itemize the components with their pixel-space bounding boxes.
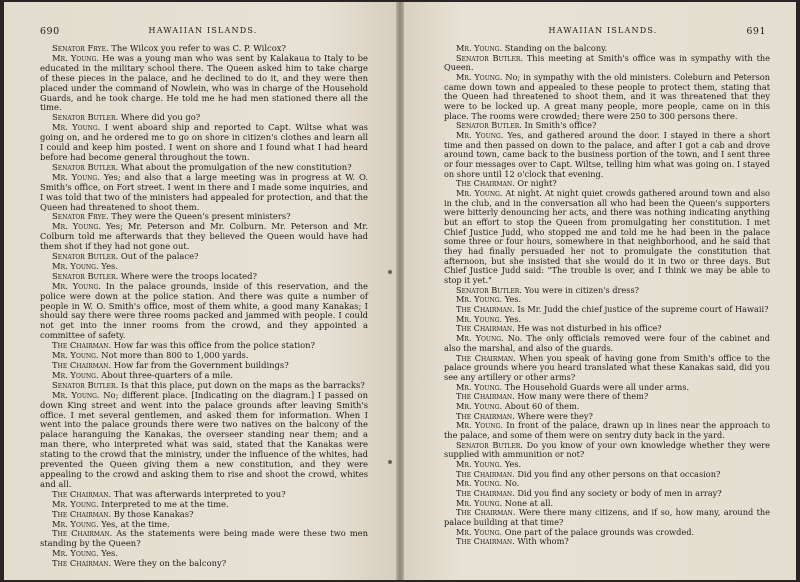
speaker-name: Senator Butler.: [456, 284, 522, 295]
speaker-name: Senator Butler.: [456, 120, 522, 131]
speaker-name: Mr. Young.: [52, 122, 101, 133]
testimony-paragraph: [40, 173, 368, 213]
speech-text: Yes.: [98, 548, 119, 559]
testimony-paragraph: [444, 441, 770, 460]
speaker-name: The Chairman.: [456, 468, 515, 479]
speaker-name: Mr. Young.: [52, 171, 100, 182]
speech-text: That was afterwards interpreted to you?: [111, 488, 286, 499]
testimony-paragraph: [40, 123, 368, 163]
running-head: HAWAIIAN ISLANDS.: [548, 26, 658, 35]
speech-text: Where were the troops located?: [118, 270, 257, 281]
speaker-name: Senator Butler.: [52, 270, 119, 281]
speech-text: In front of the palace, drawn up in lines near the approach to the palace, and some of them were on sentry duty back in the yard.: [444, 420, 770, 440]
speech-text: Were they on the balcony?: [111, 558, 227, 569]
speaker-name: The Chairman.: [52, 558, 112, 569]
speech-text: How far was this office from the police station?: [111, 340, 316, 351]
speaker-name: The Chairman.: [456, 304, 515, 315]
speech-text: One part of the palace grounds was crowded.: [502, 526, 695, 537]
speech-text: Where were they?: [514, 410, 593, 421]
speaker-name: The Chairman.: [52, 508, 112, 519]
speaker-name: The Chairman.: [456, 507, 516, 518]
speech-text: At night. At night quiet crowds gathered around town and also in the club, and in the conversation all who had been the Queen's supporters were bitterly denouncing her acts, and there was nothing indicating anything but an effort to stop the Queen from promulgating her constitution. I met Chief Justice Judd, who stopped me and told me he had been in the palace some three or four hours, somewhere in that neighborhood, and he said that they had finally persuaded her not to promulgate the constitution that afternoon, but she insisted that she would do it in two or three days. But Chief Justice Judd said: "The trouble is over, and I think we may be able to stop it yet.": [444, 188, 770, 286]
speaker-name: The Chairman.: [52, 360, 112, 370]
right-page-body: [444, 44, 770, 547]
speaker-name: The Chairman.: [456, 352, 516, 363]
testimony-paragraph: [444, 334, 770, 353]
running-head: HAWAIIAN ISLANDS.: [148, 26, 258, 35]
speaker-name: Mr. Young.: [52, 280, 101, 291]
speaker-name: Senator Frye.: [52, 211, 109, 222]
speech-text: In the palace grounds, inside of this reservation, and the police were down at the police station. And there was quite a number of people in W. O. Smith's office, most of them white, a good many Kanakas; I should say there were three rooms packed and jammed with people. I could not get into the inner rooms from the crowd, and they appointed a committee of safety.: [40, 280, 368, 341]
speech-text: Yes.: [502, 313, 522, 324]
speech-text: Is Mr. Judd the chief justice of the supreme court of Hawaii?: [514, 304, 769, 315]
speech-text: Yes, and gathered around the door. I stayed in there a short time and then passed on down to the palace, and after I got a cab and drove around town, came back to the business portion of the town, and I sent three or four messages over to Capt. Wiltse, telling him what was going on. I stayed on shore until 12 o'clock that evening.: [444, 130, 770, 179]
speaker-name: Mr. Young.: [456, 43, 503, 53]
speech-text: The Wilcox you refer to was C. P. Wilcox?: [108, 43, 286, 53]
page-number: 690: [40, 26, 60, 37]
speech-text: How far from the Government buildings?: [111, 360, 289, 370]
testimony-paragraph: [40, 559, 368, 569]
speaker-name: The Chairman.: [456, 391, 515, 402]
speaker-name: Mr. Young.: [52, 548, 99, 559]
speaker-name: Mr. Young.: [456, 497, 503, 508]
testimony-paragraph: [444, 131, 770, 179]
testimony-paragraph: [444, 189, 770, 286]
testimony-paragraph: [40, 391, 368, 490]
speech-text: About 60 of them.: [502, 400, 580, 411]
page-number: 691: [746, 26, 766, 37]
speech-text: Yes; and also that a large meeting was in progress at W. O. Smith's office, on Fort street. I went in there and I made some inquiries, and I was told that two of the ministers had appealed for protection, and that the Queen had threatened to shoot them.: [40, 171, 368, 212]
speaker-name: The Chairman.: [456, 178, 515, 189]
binding-hole: [388, 460, 392, 464]
speech-text: With whom?: [514, 536, 569, 547]
speech-text: Yes.: [502, 294, 522, 305]
speaker-name: Senator Butler.: [52, 161, 119, 172]
binding-hole: [388, 270, 392, 274]
speaker-name: Senator Butler.: [456, 52, 524, 63]
speech-text: I went aboard ship and reported to Capt. Wiltse what was going on, and he ordered me to go on shore in citizen's clothes and learn all I could and keep him posted. I went on shore and I found what I had heard before had become general throughout the town.: [40, 122, 368, 162]
speaker-name: Mr. Young.: [456, 381, 503, 392]
testimony-paragraph: [40, 54, 368, 113]
speech-text: Did you find any other persons on that occasion?: [514, 468, 721, 479]
speech-text: Were there many citizens, and if so, how many, around the palace building at that time?: [444, 507, 770, 527]
speaker-name: The Chairman.: [456, 536, 515, 547]
speech-text: By those Kanakas?: [111, 508, 194, 519]
speech-text: He was a young man who was sent by Kalakaua to Italy to be educated in the military school there. The Queen asked him to take charge of these pieces in the palace, and he declined to do it, and they were then placed under the command of Nowlein, who was in charge of the Household Guards, and he took charge. He told me he had men stationed there all the time.: [40, 52, 368, 113]
speaker-name: Senator Butler.: [52, 112, 119, 123]
speech-text: Did you find any society or body of men in array?: [514, 487, 722, 498]
speaker-name: Mr. Young.: [456, 400, 503, 411]
speech-text: Is that this place, put down on the maps as the barracks?: [118, 379, 365, 390]
speech-text: Standing on the balcony.: [502, 43, 608, 53]
speaker-name: The Chairman.: [52, 528, 113, 539]
speech-text: Yes, at the time.: [98, 518, 170, 529]
speech-text: He was not disturbed in his office?: [514, 323, 662, 334]
right-page: [404, 2, 796, 580]
speech-text: No. The only officials removed were four of the cabinet and also the marshal, and also of the guards.: [444, 333, 770, 353]
speech-text: Yes.: [502, 458, 522, 469]
speaker-name: Mr. Young.: [52, 369, 99, 380]
speaker-name: Senator Frye.: [52, 43, 109, 53]
speech-text: Or night?: [514, 178, 557, 189]
book-spread: [4, 2, 796, 580]
speaker-name: Mr. Young.: [52, 52, 100, 63]
speaker-name: Mr. Young.: [52, 498, 99, 509]
speaker-name: Mr. Young.: [456, 294, 503, 305]
speech-text: They were the Queen's present ministers?: [108, 211, 291, 222]
speaker-name: Mr. Young.: [456, 130, 504, 141]
speaker-name: Mr. Young.: [456, 526, 503, 537]
speaker-name: Mr. Young.: [456, 188, 503, 199]
testimony-paragraph: [40, 222, 368, 252]
speech-text: In Smith's office?: [521, 120, 597, 131]
speech-text: How many were there of them?: [514, 391, 649, 402]
speaker-name: Mr. Young.: [456, 333, 504, 344]
speech-text: Where did you go?: [118, 112, 201, 123]
speaker-name: Senator Butler.: [456, 439, 523, 450]
testimony-paragraph: [40, 529, 368, 549]
speech-text: About three-quarters of a mile.: [98, 369, 234, 380]
speaker-name: The Chairman.: [456, 487, 515, 498]
speaker-name: Mr. Young.: [456, 72, 503, 83]
speech-text: Yes; Mr. Peterson and Mr. Colburn. Mr. Peterson and Mr. Colburn told me afterwards that they believed the Queen would have had them shot if they had not gone out.: [40, 221, 368, 252]
left-page: [4, 2, 396, 580]
speaker-name: Mr. Young.: [52, 350, 99, 361]
speech-text: Yes.: [98, 260, 119, 271]
speaker-name: Mr. Young.: [456, 420, 503, 431]
speaker-name: Mr. Young.: [52, 518, 99, 529]
book-gutter: [396, 2, 404, 580]
testimony-paragraph: [444, 421, 770, 440]
speaker-name: The Chairman.: [52, 340, 112, 351]
left-page-body: [40, 44, 368, 569]
speaker-name: Senator Butler.: [52, 251, 119, 262]
speaker-name: Mr. Young.: [52, 389, 100, 400]
speech-text: No; different place. [Indicating on the diagram.] I passed on down King street and went into the palace grounds after leaving Smith's office. I met several gentlemen, and asked them for information. When I went into the palace grounds there were two natives on the balcony of the palace haranguing the Kanakas, the overseer standing near them; and a man there, who interpreted what was said, stated that the Kanakas were stating to the crowd that the ministry, under the influence of the whites, had prevented the Queen giving them a new constitution, and they were appealing to the crowd and asking them to rise and shoot the crowd, whites and all.: [40, 389, 368, 489]
speech-text: No.: [502, 478, 520, 489]
speaker-name: The Chairman.: [456, 410, 515, 421]
testimony-paragraph: [444, 54, 770, 73]
testimony-paragraph: [444, 508, 770, 527]
testimony-paragraph: [444, 537, 770, 547]
speech-text: As the statements were being made were these two men standing by the Queen?: [40, 528, 368, 549]
testimony-paragraph: [40, 282, 368, 341]
speech-text: Not more than 800 to 1,000 yards.: [98, 350, 249, 361]
speech-text: Interpreted to me at the time.: [98, 498, 229, 509]
speech-text: Out of the palace?: [118, 251, 199, 262]
speaker-name: Mr. Young.: [456, 478, 503, 489]
speaker-name: Mr. Young.: [456, 458, 503, 469]
testimony-paragraph: [444, 354, 770, 383]
speaker-name: Mr. Young.: [456, 313, 503, 324]
speech-text: When you speak of having gone from Smith's office to the palace grounds where you heard translated what these Kanakas said, did you see any artillery or other arms?: [444, 352, 770, 382]
left-page-header: [40, 26, 366, 40]
speaker-name: Mr. Young.: [52, 260, 99, 271]
speaker-name: Senator Butler.: [52, 379, 119, 390]
speech-text: None at all.: [502, 497, 554, 508]
speaker-name: The Chairman.: [52, 488, 112, 499]
speech-text: You were in citizen's dress?: [521, 284, 640, 295]
speech-text: This meeting at Smith's office was in sympathy with the Queen.: [444, 52, 770, 73]
speech-text: Do you know of your own knowledge whether they were supplied with ammunition or not?: [444, 439, 770, 460]
speaker-name: Mr. Young.: [52, 221, 101, 232]
speaker-name: The Chairman.: [456, 323, 515, 334]
speech-text: No; in sympathy with the old ministers. Coleburn and Peterson came down town and appealed to these people to protect them, stating that the Queen had threatened to shoot them, and it was threatened that they were to be locked up. A great many people, more people, came on in this place. The rooms were crowded; there were 250 to 300 persons there.: [444, 72, 770, 121]
right-page-header: [440, 26, 766, 40]
testimony-paragraph: [444, 73, 770, 121]
speech-text: What about the promulgation of the new constitution?: [118, 161, 352, 172]
speech-text: The Household Guards were all under arms.: [502, 381, 690, 392]
